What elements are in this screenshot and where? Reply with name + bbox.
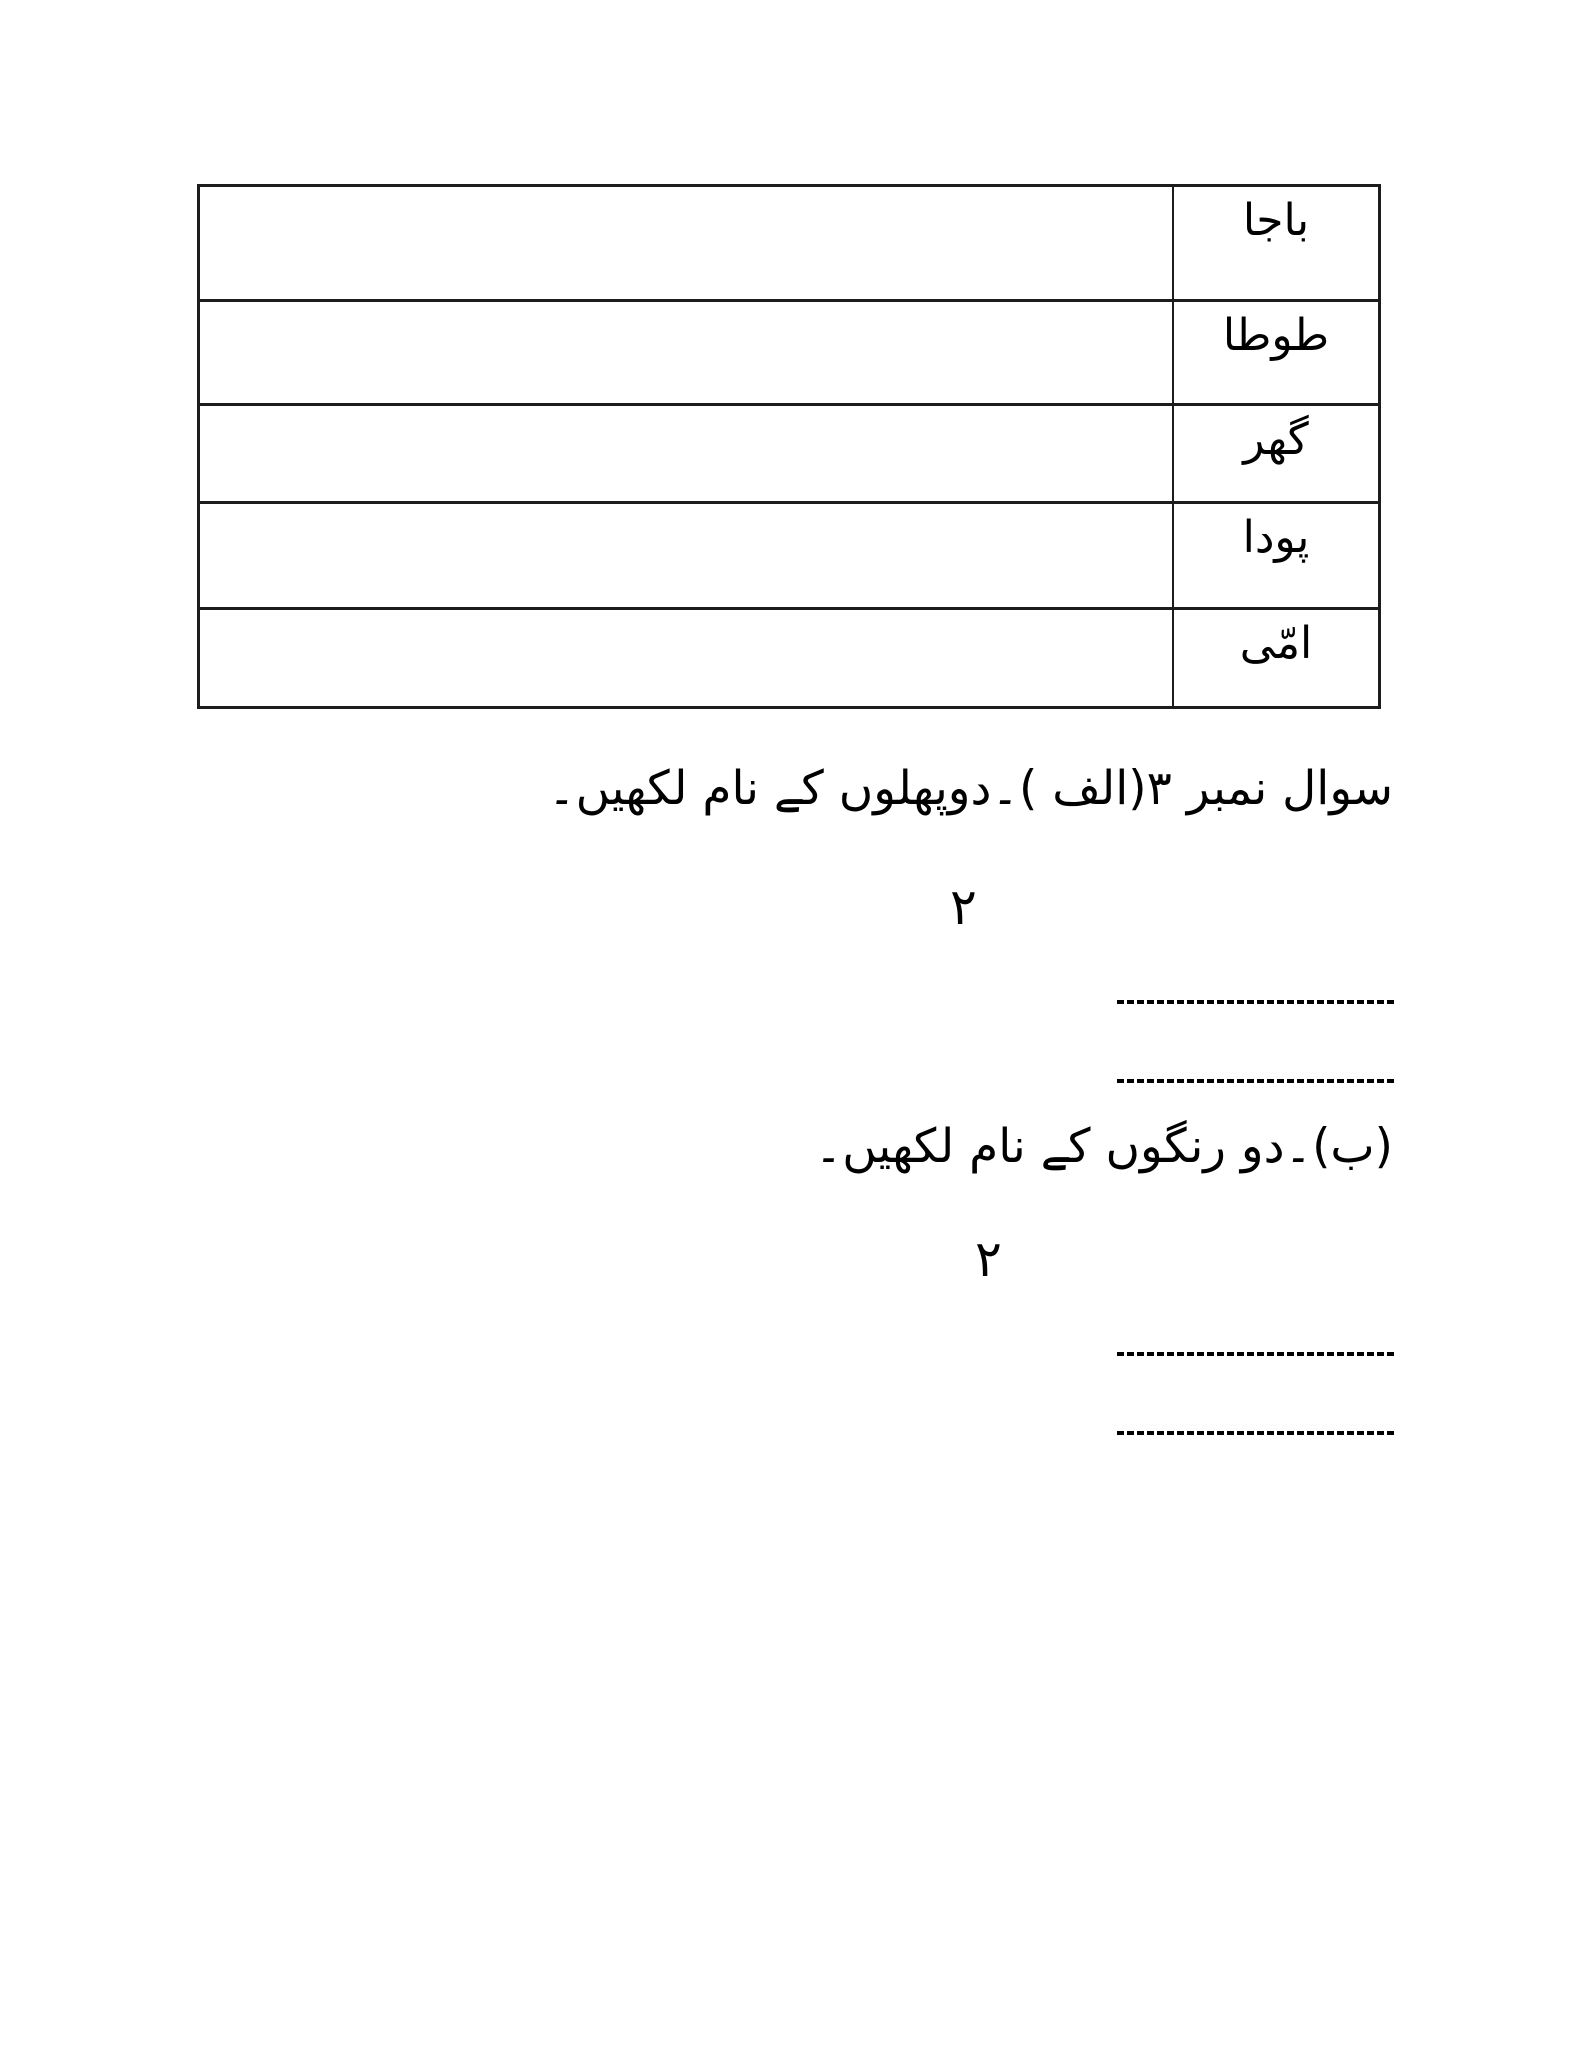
- answer-cell: [200, 302, 1172, 403]
- table-row: [200, 607, 1378, 706]
- table-row: [200, 187, 1378, 299]
- question-a-text: سوال نمبر ۳(الف )۔دوپھلوں کے نام لکھیں۔: [548, 761, 1393, 816]
- table-row: [200, 403, 1378, 501]
- table-row: [200, 299, 1378, 403]
- word-cell: [1172, 610, 1378, 706]
- answer-cell: [200, 187, 1172, 299]
- word-label: باجا: [1242, 195, 1310, 246]
- table-row: [200, 501, 1378, 607]
- question-a-marks: ۲: [950, 878, 977, 936]
- answer-blank-line: [1117, 1079, 1397, 1083]
- vocabulary-table: [197, 184, 1381, 709]
- answer-cell: [200, 406, 1172, 501]
- answer-cell: [200, 504, 1172, 607]
- answer-blank-line: [1117, 1352, 1397, 1356]
- word-label: طوطا: [1222, 310, 1330, 361]
- word-cell: [1172, 406, 1378, 501]
- question-b-text: (ب)۔دو رنگوں کے نام لکھیں۔: [814, 1119, 1393, 1174]
- word-cell: [1172, 504, 1378, 607]
- word-label: امّی: [1239, 618, 1313, 669]
- answer-cell: [200, 610, 1172, 706]
- word-cell: [1172, 187, 1378, 299]
- word-label: گھر: [1243, 414, 1309, 465]
- answer-blank-line: [1117, 1000, 1397, 1004]
- word-cell: [1172, 302, 1378, 403]
- word-label: پودا: [1242, 512, 1310, 563]
- question-b-marks: ۲: [975, 1230, 1002, 1288]
- answer-blank-line: [1117, 1431, 1397, 1435]
